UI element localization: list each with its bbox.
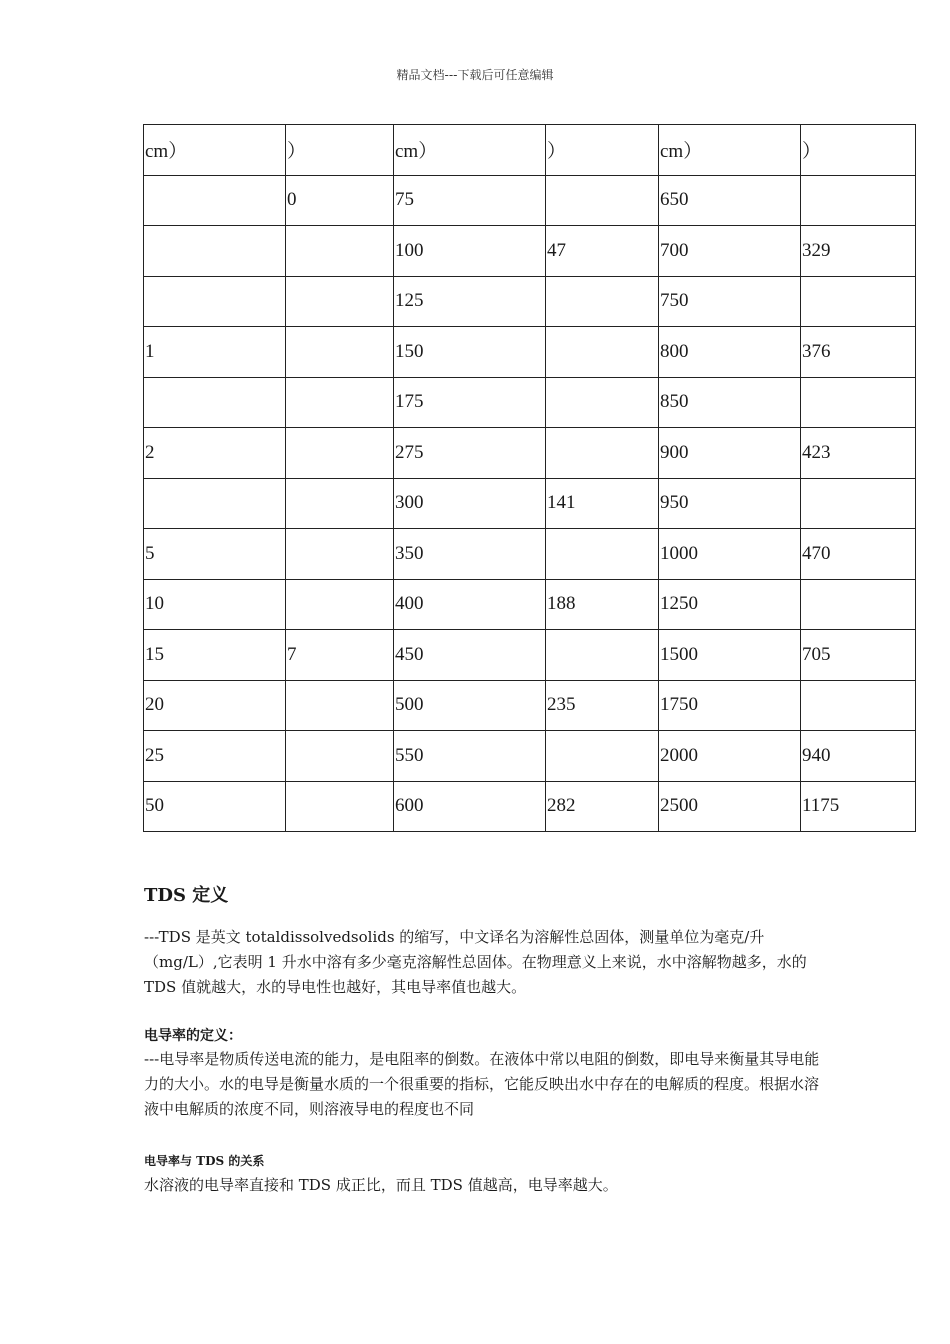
relation-heading: 电导率与 TDS 的关系 [144,1154,265,1168]
table-cell: 188 [546,579,659,630]
table-row [144,630,916,681]
table-cell [801,680,916,731]
table-cell: 2500 [659,781,801,832]
table-row [144,478,916,529]
table-row [144,731,916,782]
conductivity-tds-table [143,124,916,832]
table-cell: 275 [394,428,546,479]
table-cell: 550 [394,731,546,782]
table-cell: 1000 [659,529,801,580]
table-cell: 25 [144,731,286,782]
table-cell: 47 [546,226,659,277]
table-cell: 400 [394,579,546,630]
conductivity-definition-heading: 电导率的定义： [144,1028,242,1044]
tds-definition-heading: TDS 定义 [144,885,229,906]
table-cell: 2 [144,428,286,479]
table-cell [286,478,394,529]
table-row [144,428,916,479]
table-cell [801,377,916,428]
table-cell [144,478,286,529]
table-cell [286,226,394,277]
table-cell [144,276,286,327]
table-cell: 800 [659,327,801,378]
table-row [144,529,916,580]
page-header: 精品文档---下载后可任意编辑 [396,68,554,82]
table-cell: 1250 [659,579,801,630]
table-cell [801,579,916,630]
table-cell: 705 [801,630,916,681]
table-cell: 150 [394,327,546,378]
table-cell: 20 [144,680,286,731]
table-row [144,226,916,277]
table-cell: cm） [144,125,286,176]
table-row [144,175,916,226]
table-cell: 7 [286,630,394,681]
table-cell [144,175,286,226]
table-cell: 900 [659,428,801,479]
table-cell [286,377,394,428]
table-cell: 300 [394,478,546,529]
table-cell: 0 [286,175,394,226]
table-cell: 650 [659,175,801,226]
table-cell [546,731,659,782]
table-row [144,327,916,378]
table-cell [546,630,659,681]
table-cell [546,377,659,428]
table-row [144,125,916,176]
table-cell: ） [801,125,916,176]
table-cell [286,529,394,580]
table-cell: 282 [546,781,659,832]
table-cell: 1750 [659,680,801,731]
table-cell: 175 [394,377,546,428]
table-cell [286,276,394,327]
table-row [144,276,916,327]
table-cell [286,680,394,731]
table-cell: 376 [801,327,916,378]
table-cell: cm） [394,125,546,176]
table-cell: 950 [659,478,801,529]
table-cell: 470 [801,529,916,580]
table-cell: 235 [546,680,659,731]
table-cell [546,529,659,580]
table-cell: 700 [659,226,801,277]
conductivity-definition-text: ---电导率是物质传送电流的能力，是电阻率的倒数。在液体中常以电阻的倒数，即电导来衡量其导电能力的大小。水的电导是衡量水质的一个很重要的指标，它能反映出水中存在的电解质的程度。根据水溶液中电解质的浓度不同，则溶液导电的程度也不同 [144,1050,820,1118]
table-cell: 5 [144,529,286,580]
table-cell: 500 [394,680,546,731]
table-cell: 423 [801,428,916,479]
table-cell [286,428,394,479]
table-cell [801,276,916,327]
table-cell: 450 [394,630,546,681]
table-cell: 850 [659,377,801,428]
table-cell: 600 [394,781,546,832]
table-cell [546,327,659,378]
table-cell: ） [546,125,659,176]
table-cell [546,428,659,479]
relation-text: 水溶液的电导率直接和 TDS 成正比，而且 TDS 值越高，电导率越大。 [144,1176,618,1194]
table-cell [546,276,659,327]
table-cell [286,327,394,378]
table-cell: cm） [659,125,801,176]
table-cell [286,781,394,832]
table-row [144,781,916,832]
table-cell: ） [286,125,394,176]
table-cell: 125 [394,276,546,327]
table-cell: 1500 [659,630,801,681]
table-cell: 15 [144,630,286,681]
table-cell: 10 [144,579,286,630]
table-cell: 2000 [659,731,801,782]
table-cell: 750 [659,276,801,327]
table-cell: 75 [394,175,546,226]
table-cell: 329 [801,226,916,277]
table-cell [801,478,916,529]
table-cell [801,175,916,226]
table-cell: 100 [394,226,546,277]
table-cell: 940 [801,731,916,782]
table-cell: 1175 [801,781,916,832]
table-row [144,680,916,731]
table-row [144,377,916,428]
table-cell [144,377,286,428]
tds-definition-text: ---TDS 是英文 totaldissolvedsolids 的缩写，中文译名为溶解性总固体，测量单位为毫克/升（mg/L）,它表明 1 升水中溶有多少毫克溶解性总固体。在物理意义上来说，水中溶解物越多，水的 TDS 值就越大，水的导电性也越好，其电导率值也越大。 [144,928,807,996]
table-cell [144,226,286,277]
table-cell: 50 [144,781,286,832]
table-cell [286,731,394,782]
table-row [144,579,916,630]
table-cell [546,175,659,226]
table-cell: 350 [394,529,546,580]
table-cell: 141 [546,478,659,529]
table-cell [286,579,394,630]
table-cell: 1 [144,327,286,378]
table-body [144,125,916,832]
